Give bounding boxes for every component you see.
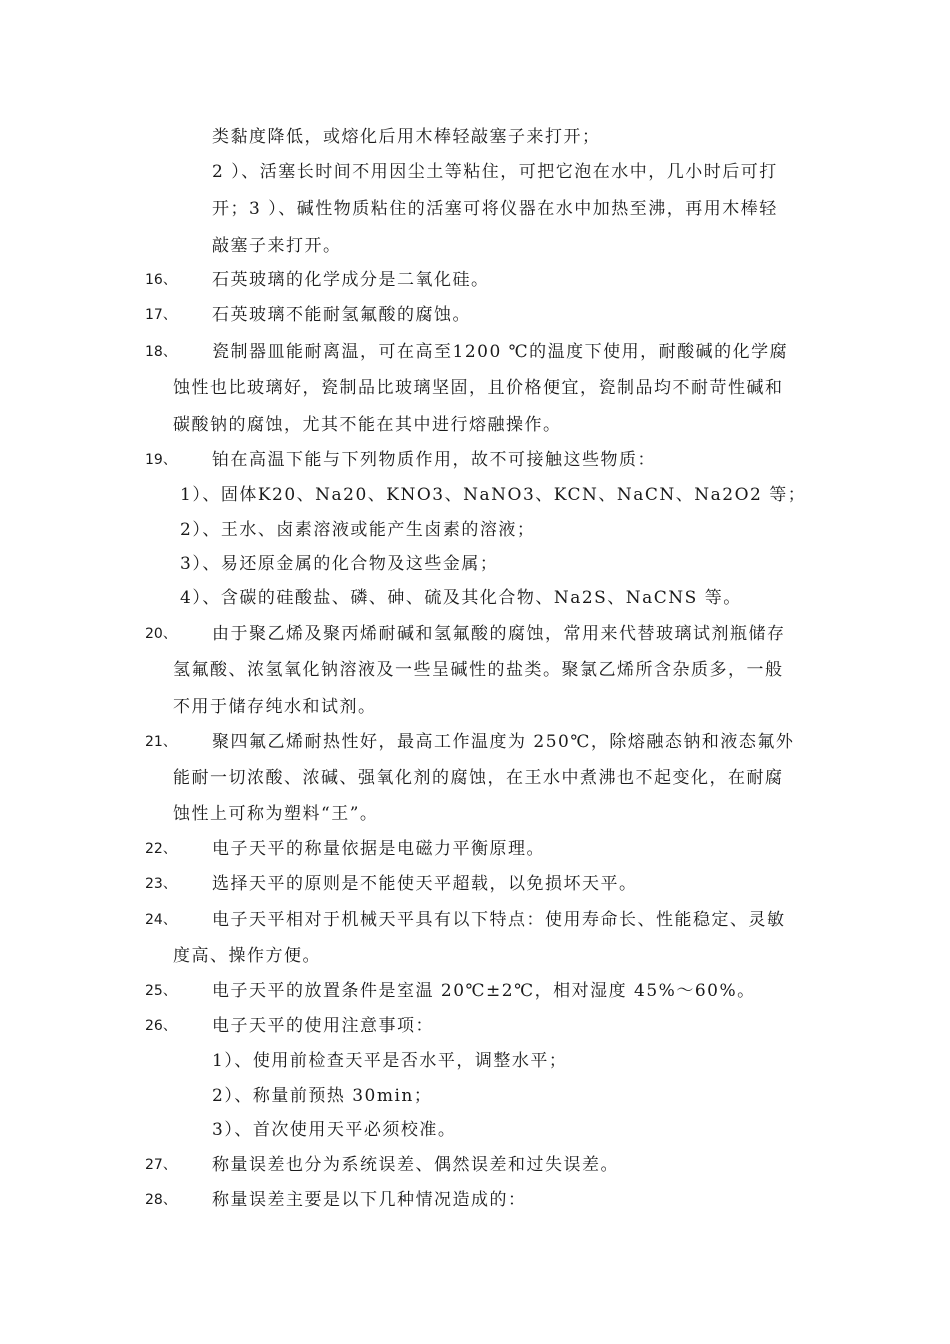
text-line: 1）、使用前检查天平是否水平，调整水平；: [212, 1051, 568, 1071]
item-number: 28、: [145, 1192, 177, 1208]
text-line: 称量误差也分为系统误差、偶然误差和过失误差。: [212, 1155, 619, 1175]
item-number: 16、: [145, 272, 177, 288]
text-line: 铂在高温下能与下列物质作用，故不可接触这些物质：: [212, 450, 656, 470]
item-number: 20、: [145, 626, 177, 642]
text-line: 氢氟酸、浓氢氧化钠溶液及一些呈碱性的盐类。聚氯乙烯所含杂质多，一般: [173, 660, 784, 680]
item-number: 17、: [145, 307, 177, 323]
text-line: 由于聚乙烯及聚丙烯耐碱和氢氟酸的腐蚀，常用来代替玻璃试剂瓶储存: [212, 624, 786, 644]
item-number: 26、: [145, 1018, 177, 1034]
item-number: 27、: [145, 1157, 177, 1173]
text-line: 度高、操作方便。: [173, 946, 321, 966]
text-line: 2 ）、活塞长时间不用因尘土等粘住，可把它泡在水中，几小时后可打: [212, 162, 778, 182]
text-line: 2）、称量前预热 30min；: [212, 1086, 433, 1106]
text-line: 2）、王水、卤素溶液或能产生卤素的溶液；: [180, 520, 536, 540]
text-line: 电子天平的使用注意事项：: [212, 1016, 434, 1036]
text-line: 电子天平相对于机械天平具有以下特点：使用寿命长、性能稳定、灵敏: [212, 910, 786, 930]
text-line: 称量误差主要是以下几种情况造成的：: [212, 1190, 527, 1210]
text-line: 蚀性上可称为塑料“王”。: [173, 804, 379, 824]
text-line: 能耐一切浓酸、浓碱、强氧化剂的腐蚀，在王水中煮沸也不起变化，在耐腐: [173, 768, 784, 788]
text-line: 瓷制器皿能耐离温，可在高至1200 ℃的温度下使用，耐酸碱的化学腐: [212, 342, 789, 362]
text-line: 类黏度降低，或熔化后用木棒轻敲塞子来打开；: [212, 127, 601, 147]
text-line: 开；3 ）、碱性物质粘住的活塞可将仪器在水中加热至沸，再用木棒轻: [212, 199, 778, 219]
text-line: 选择天平的原则是不能使天平超载，以免损坏天平。: [212, 874, 638, 894]
text-line: 石英玻璃的化学成分是二氧化硅。: [212, 270, 490, 290]
item-number: 24、: [145, 912, 177, 928]
text-line: 电子天平的称量依据是电磁力平衡原理。: [212, 839, 545, 859]
text-line: 3）、首次使用天平必须校准。: [212, 1120, 457, 1140]
text-line: 1）、固体K20、Na20、KNO3、NaNO3、KCN、NaCN、Na2O2 等；: [180, 485, 807, 505]
text-line: 不用于储存纯水和试剂。: [173, 697, 377, 717]
item-number: 22、: [145, 841, 177, 857]
text-line: 碳酸钠的腐蚀，尤其不能在其中进行熔融操作。: [173, 415, 562, 435]
text-line: 石英玻璃不能耐氢氟酸的腐蚀。: [212, 305, 471, 325]
text-line: 敲塞子来打开。: [212, 236, 342, 256]
text-line: 3）、易还原金属的化合物及这些金属；: [180, 554, 499, 574]
item-number: 23、: [145, 876, 177, 892]
text-line: 聚四氟乙烯耐热性好，最高工作温度为 250℃，除熔融态钠和液态氟外: [212, 732, 795, 752]
text-line: 蚀性也比玻璃好，瓷制品比玻璃坚固，且价格便宜，瓷制品均不耐苛性碱和: [173, 378, 784, 398]
item-number: 21、: [145, 734, 177, 750]
text-line: 电子天平的放置条件是室温 20℃±2℃，相对湿度 45%～60%。: [212, 981, 756, 1001]
item-number: 25、: [145, 983, 177, 999]
item-number: 18、: [145, 344, 177, 360]
text-line: 4）、含碳的硅酸盐、磷、砷、硫及其化合物、Na2S、NaCNS 等。: [180, 588, 742, 608]
item-number: 19、: [145, 452, 177, 468]
